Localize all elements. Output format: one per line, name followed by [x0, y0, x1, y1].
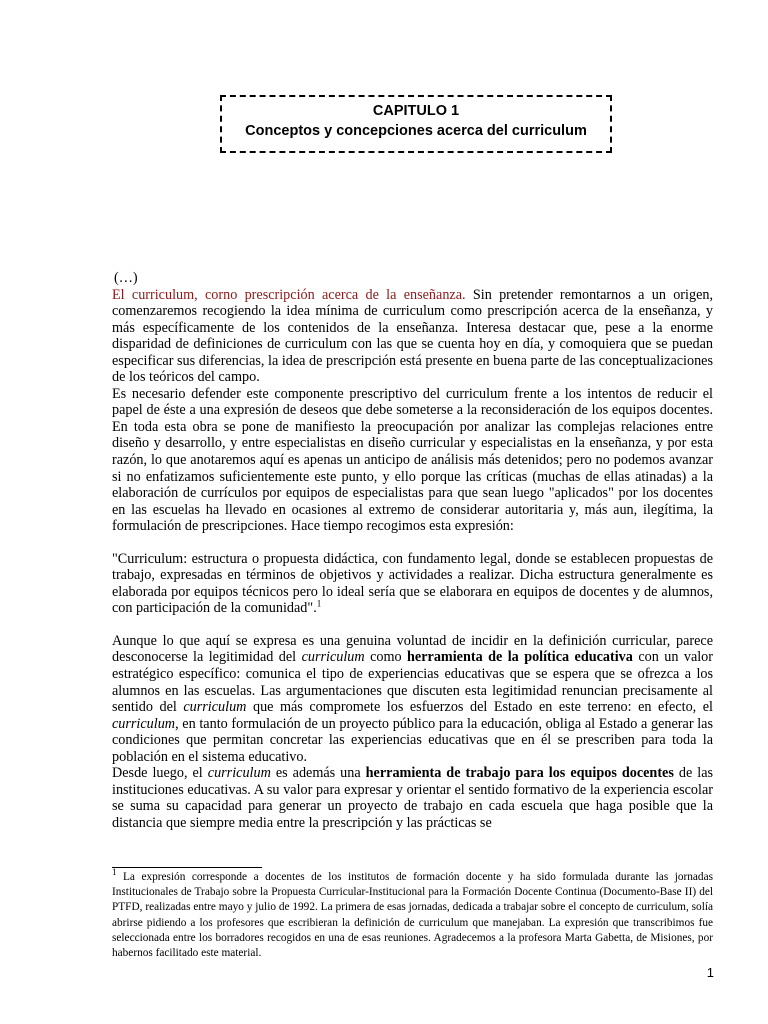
bold-phrase: herramienta de la política educativa [407, 649, 633, 666]
footnote-separator [112, 867, 262, 868]
italic-term: curriculum [301, 649, 365, 666]
footnote-marker: 1 [112, 867, 117, 878]
quote-paragraph [112, 551, 713, 617]
highlighted-heading: El curriculum, corno prescripción acerca de la enseñanza. [112, 286, 466, 303]
chapter-title: Conceptos y concepciones acerca del curriculum [245, 123, 587, 139]
paragraph-4 [112, 765, 713, 831]
italic-term: curriculum [207, 765, 271, 782]
paragraph-2: Es necesario defender este componente prescriptivo del curriculum frente a los intentos de reducir el papel de éste a una expresión de deseos que debe someterse a la reconsideración de los equipos docentes. En toda esta obra se pone de manifiesto la preocupación por analizar las complejas relaciones entre diseño y desarrollo, y entre especialistas en diseño curricular y especialistas en la enseñanza, y por esta razón, lo que anotaremos aquí es apenas un anticipo de análisis más detenidos; pero no podemos avanzar si no enfatizamos suficientemente este punto, y ello porque las críticas (muchas de ellas atinadas) a la elaboración de currículos por equipos de especialistas para que sean luego "aplicados" por los docentes en las escuelas ha llevado en ocasiones al extremo de considerar autoritaria y, más aun, ilegítima, la formulación de prescripciones. Hace tiempo recogimos esta expresión: [112, 385, 713, 535]
paragraph-3-text-4: que más compromete los esfuerzos del Estado en este terreno: en efecto, el [252, 699, 713, 716]
paragraph-3 [112, 633, 713, 765]
footnote [112, 867, 713, 961]
footnote-text: La expresión corresponde a docentes de los institutos de formación docente y ha sido formulada durante las jornadas Institucionales de Trabajo sobre la Propuesta Curricular-Institucional para la Formación Docente Continua (Documento-Base II) del PTFD, realizadas entre mayo y julio de 1992. La primera de esas jornadas, dedicada a trabajar sobre el concepto de curriculum, solía abrirse pidiendo a los profesores que escribieran la definición de curriculum que manejaban. La expresión que transcribimos fue seleccionada entre los borradores recogidos en una de esas reuniones. Agradecemos a la profesora Marta Gabetta, de Misiones, por habernos facilitado este material. [112, 871, 713, 960]
paragraph-1 [112, 287, 713, 386]
paragraph-4-text-1: Desde luego, el [112, 765, 203, 782]
footnote-ref: 1 [316, 598, 322, 609]
quote-text: "Curriculum: estructura o propuesta didáctica, con fundamento legal, donde se establecen propuestas de trabajo, expresadas en términos de objetivos y actividades a realizar. Dicha estructura generalmente es elaborada por equipos técnicos pero lo ideal sería que se elaborara en equipos de docentes y de alumnos, con participación de la comunidad". [112, 550, 713, 617]
paragraph-3-text-3: con un valor estratégico específico: comunica el tipo de experiencias educativas que se espera que se ofrezca a los alumnos en las escuelas. Las argumentaciones que discuten esta legitimidad renuncian precisamente al sentido del [112, 649, 714, 716]
paragraph-3-text-1: Aunque lo que aquí se expresa es una genuina voluntad de incidir en la definición curricular, parece desconocerse la legitimidad del [112, 632, 713, 666]
paragraph-3-text-5: , en tanto formulación de un proyecto público para la educación, obliga al Estado a generar las condiciones que permitan concretar las experiencias educativas que en él se prescriben para toda la población en el sistema educativo. [112, 715, 713, 765]
paragraph-1-text: Sin pretender remontarnos a un origen, comenzaremos recogiendo la idea mínima de curriculum como prescripción acerca de la enseñanza, y más específicamente de los contenidos de la enseñanza. Interesa destacar que, pese a la enorme disparidad de definiciones de curriculum con las que se cuenta hoy en día, y comoquiera que se puedan especificar sus diferencias, la idea de prescripción está presente en buena parte de las conceptualizaciones de los teóricos del campo. [112, 286, 714, 386]
body-text [112, 270, 713, 832]
page-number: 1 [706, 965, 714, 980]
chapter-title-box [220, 95, 612, 153]
chapter-label: CAPITULO 1 [372, 103, 460, 119]
paragraph-3-text-2: como [370, 649, 402, 666]
paragraph-4-text-2: es además una [275, 765, 361, 782]
italic-term: curriculum [112, 715, 176, 732]
paragraph-4-text-3: de las instituciones educativas. A su valor para expresar y orientar el sentido formativo de la experiencia escolar se suma su capacidad para generar un proyecto de trabajo en cada escuela que haga posible que la distancia que siempre media entre la prescripción y las prácticas se [112, 765, 714, 831]
italic-term: curriculum [183, 699, 247, 716]
ellipsis-marker: (…) [114, 270, 138, 286]
bold-phrase: herramienta de trabajo para los equipos docentes [365, 765, 674, 782]
